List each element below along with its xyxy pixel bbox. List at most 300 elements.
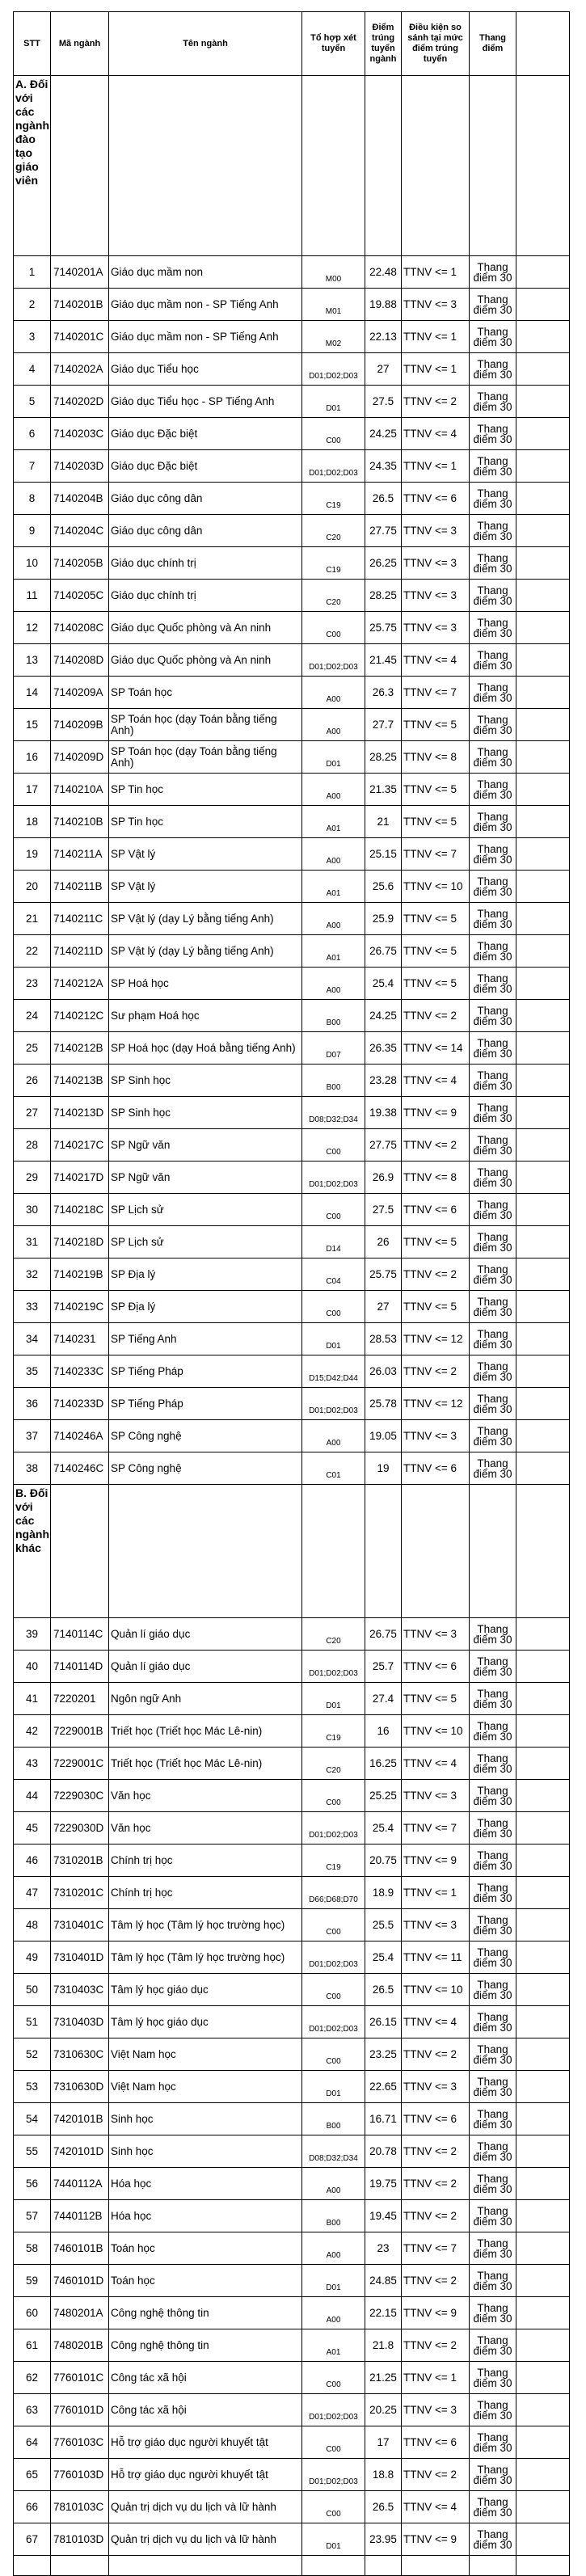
row-stt: 62 xyxy=(14,2362,51,2394)
row-code: 7480201B xyxy=(51,2329,109,2362)
row-scale: Thang điểm 30 xyxy=(470,2329,516,2362)
empty-cell xyxy=(302,2556,365,2576)
row-empty xyxy=(516,2200,570,2232)
table-row xyxy=(14,321,570,353)
table-row xyxy=(14,1845,570,1877)
row-scale: Thang điểm 30 xyxy=(470,1683,516,1715)
table-row xyxy=(14,1974,570,2006)
row-stt: 2 xyxy=(14,289,51,321)
table-row xyxy=(14,871,570,903)
row-combo: B00 xyxy=(302,1065,365,1097)
row-scale: Thang điểm 30 xyxy=(470,2265,516,2297)
row-name: SP Lịch sử xyxy=(109,1226,302,1258)
row-score: 18.9 xyxy=(365,1877,402,1909)
row-condition: TTNV <= 3 xyxy=(402,580,470,612)
row-name: Giáo dục công dân xyxy=(109,515,302,547)
row-stt: 53 xyxy=(14,2071,51,2103)
row-name: Tâm lý học (Tâm lý học trường học) xyxy=(109,1941,302,1974)
row-combo: D01 xyxy=(302,386,365,418)
table-row xyxy=(14,386,570,418)
section-empty-cell xyxy=(365,1485,402,1618)
row-condition: TTNV <= 2 xyxy=(402,1129,470,1162)
row-stt: 61 xyxy=(14,2329,51,2362)
row-scale: Thang điểm 30 xyxy=(470,2103,516,2135)
row-score: 27.5 xyxy=(365,386,402,418)
row-score: 26.75 xyxy=(365,1618,402,1651)
row-combo: B00 xyxy=(302,1000,365,1032)
row-combo: D07 xyxy=(302,1032,365,1065)
row-condition: TTNV <= 3 xyxy=(402,1618,470,1651)
header-combo: Tổ hợp xét tuyển xyxy=(302,12,365,76)
row-condition: TTNV <= 6 xyxy=(402,1651,470,1683)
row-condition: TTNV <= 12 xyxy=(402,1323,470,1355)
row-code: 7140213D xyxy=(51,1097,109,1129)
table-row xyxy=(14,2038,570,2071)
row-stt: 47 xyxy=(14,1877,51,1909)
row-score: 27 xyxy=(365,1291,402,1323)
row-stt: 6 xyxy=(14,418,51,450)
row-code: 7140205B xyxy=(51,547,109,580)
row-empty xyxy=(516,1683,570,1715)
row-stt: 23 xyxy=(14,968,51,1000)
table-row xyxy=(14,1812,570,1845)
row-scale: Thang điểm 30 xyxy=(470,2362,516,2394)
table-row xyxy=(14,2232,570,2265)
row-empty xyxy=(516,1355,570,1388)
row-condition: TTNV <= 4 xyxy=(402,418,470,450)
table-row xyxy=(14,256,570,289)
row-code: 7140211A xyxy=(51,838,109,871)
row-scale: Thang điểm 30 xyxy=(470,1715,516,1748)
row-scale: Thang điểm 30 xyxy=(470,1452,516,1485)
empty-cell xyxy=(516,2556,570,2576)
row-code: 7140211B xyxy=(51,871,109,903)
row-code: 7229030C xyxy=(51,1780,109,1812)
row-code: 7140201A xyxy=(51,256,109,289)
row-name: Giáo dục mầm non - SP Tiếng Anh xyxy=(109,321,302,353)
row-condition: TTNV <= 1 xyxy=(402,1877,470,1909)
row-empty xyxy=(516,1812,570,1845)
table-row xyxy=(14,418,570,450)
row-name: Hỗ trợ giáo dục người khuyết tật xyxy=(109,2426,302,2459)
row-name: Giáo dục Tiểu học - SP Tiếng Anh xyxy=(109,386,302,418)
row-condition: TTNV <= 2 xyxy=(402,2135,470,2168)
row-name: Tâm lý học giáo dục xyxy=(109,2006,302,2038)
row-name: Chính trị học xyxy=(109,1877,302,1909)
row-empty xyxy=(516,2232,570,2265)
row-code: 7310401C xyxy=(51,1909,109,1941)
header-code: Mã ngành xyxy=(51,12,109,76)
row-score: 26.5 xyxy=(365,483,402,515)
row-scale: Thang điểm 30 xyxy=(470,806,516,838)
row-code: 7140204C xyxy=(51,515,109,547)
row-scale: Thang điểm 30 xyxy=(470,774,516,806)
row-score: 26.75 xyxy=(365,935,402,968)
trailing-empty-row xyxy=(14,2556,570,2576)
row-condition: TTNV <= 2 xyxy=(402,2038,470,2071)
row-combo: C00 xyxy=(302,2362,365,2394)
row-score: 19.45 xyxy=(365,2200,402,2232)
row-score: 25.75 xyxy=(365,612,402,644)
row-scale: Thang điểm 30 xyxy=(470,2006,516,2038)
row-empty xyxy=(516,515,570,547)
row-scale: Thang điểm 30 xyxy=(470,1065,516,1097)
row-combo: D01 xyxy=(302,2523,365,2556)
row-empty xyxy=(516,1129,570,1162)
table-row xyxy=(14,2523,570,2556)
row-stt: 12 xyxy=(14,612,51,644)
row-name: Giáo dục mầm non xyxy=(109,256,302,289)
row-condition: TTNV <= 5 xyxy=(402,709,470,741)
table-row xyxy=(14,838,570,871)
row-stt: 39 xyxy=(14,1618,51,1651)
row-name: Công nghệ thông tin xyxy=(109,2297,302,2329)
row-code: 7460101D xyxy=(51,2265,109,2297)
row-condition: TTNV <= 10 xyxy=(402,1974,470,2006)
section-empty-cell xyxy=(109,76,302,256)
row-condition: TTNV <= 5 xyxy=(402,1291,470,1323)
row-empty xyxy=(516,1065,570,1097)
table-row xyxy=(14,353,570,386)
row-score: 21.8 xyxy=(365,2329,402,2362)
row-code: 7229001C xyxy=(51,1748,109,1780)
row-score: 16.71 xyxy=(365,2103,402,2135)
row-code: 7140202D xyxy=(51,386,109,418)
table-row xyxy=(14,1065,570,1097)
row-stt: 64 xyxy=(14,2426,51,2459)
row-combo: C00 xyxy=(302,1909,365,1941)
row-code: 7140233C xyxy=(51,1355,109,1388)
row-condition: TTNV <= 1 xyxy=(402,353,470,386)
row-score: 27 xyxy=(365,353,402,386)
row-code: 7460101B xyxy=(51,2232,109,2265)
row-combo: C20 xyxy=(302,515,365,547)
table-row xyxy=(14,1258,570,1291)
table-row xyxy=(14,2071,570,2103)
row-name: Công nghệ thông tin xyxy=(109,2329,302,2362)
row-stt: 51 xyxy=(14,2006,51,2038)
row-code: 7760101D xyxy=(51,2394,109,2426)
row-scale: Thang điểm 30 xyxy=(470,1162,516,1194)
row-code: 7140212A xyxy=(51,968,109,1000)
row-stt: 50 xyxy=(14,1974,51,2006)
row-name: Giáo dục công dân xyxy=(109,483,302,515)
row-scale: Thang điểm 30 xyxy=(470,741,516,774)
row-code: 7140208C xyxy=(51,612,109,644)
row-code: 7140212C xyxy=(51,1000,109,1032)
row-score: 26.35 xyxy=(365,1032,402,1065)
row-code: 7810103D xyxy=(51,2523,109,2556)
row-name: Tâm lý học (Tâm lý học trường học) xyxy=(109,1909,302,1941)
row-scale: Thang điểm 30 xyxy=(470,547,516,580)
row-combo: M02 xyxy=(302,321,365,353)
row-combo: A00 xyxy=(302,677,365,709)
row-scale: Thang điểm 30 xyxy=(470,2135,516,2168)
row-combo: D01;D02;D03 xyxy=(302,1162,365,1194)
row-empty xyxy=(516,1651,570,1683)
section-label: B. Đối với các ngành khác xyxy=(14,1485,51,1618)
row-combo: C01 xyxy=(302,1452,365,1485)
table-row xyxy=(14,1323,570,1355)
row-combo: A00 xyxy=(302,2232,365,2265)
row-score: 23 xyxy=(365,2232,402,2265)
row-empty xyxy=(516,2135,570,2168)
row-score: 22.13 xyxy=(365,321,402,353)
row-condition: TTNV <= 10 xyxy=(402,1715,470,1748)
row-combo: C19 xyxy=(302,1845,365,1877)
row-code: 7440112A xyxy=(51,2168,109,2200)
row-name: Văn học xyxy=(109,1812,302,1845)
table-row xyxy=(14,774,570,806)
row-combo: D15;D42;D44 xyxy=(302,1355,365,1388)
row-condition: TTNV <= 3 xyxy=(402,547,470,580)
table-row xyxy=(14,968,570,1000)
table-row xyxy=(14,1291,570,1323)
table-row xyxy=(14,1683,570,1715)
row-code: 7140203C xyxy=(51,418,109,450)
row-scale: Thang điểm 30 xyxy=(470,1618,516,1651)
row-condition: TTNV <= 1 xyxy=(402,450,470,483)
empty-cell xyxy=(365,2556,402,2576)
row-empty xyxy=(516,2168,570,2200)
row-score: 25.6 xyxy=(365,871,402,903)
row-combo: C00 xyxy=(302,1974,365,2006)
row-condition: TTNV <= 1 xyxy=(402,256,470,289)
section-row-a xyxy=(14,76,570,256)
row-name: Hóa học xyxy=(109,2168,302,2200)
row-empty xyxy=(516,2362,570,2394)
row-score: 16.25 xyxy=(365,1748,402,1780)
row-scale: Thang điểm 30 xyxy=(470,1748,516,1780)
row-scale: Thang điểm 30 xyxy=(470,1291,516,1323)
row-stt: 36 xyxy=(14,1388,51,1420)
row-condition: TTNV <= 12 xyxy=(402,1388,470,1420)
row-name: SP Công nghệ xyxy=(109,1420,302,1452)
table-row xyxy=(14,2168,570,2200)
row-empty xyxy=(516,1258,570,1291)
row-condition: TTNV <= 7 xyxy=(402,1812,470,1845)
row-code: 7310401D xyxy=(51,1941,109,1974)
row-name: SP Tin học xyxy=(109,774,302,806)
table-row xyxy=(14,1618,570,1651)
row-score: 24.35 xyxy=(365,450,402,483)
row-combo: M01 xyxy=(302,289,365,321)
row-empty xyxy=(516,838,570,871)
row-code: 7140209D xyxy=(51,741,109,774)
row-score: 24.25 xyxy=(365,1000,402,1032)
row-code: 7140219C xyxy=(51,1291,109,1323)
row-combo: C20 xyxy=(302,580,365,612)
row-stt: 18 xyxy=(14,806,51,838)
row-name: Giáo dục Tiểu học xyxy=(109,353,302,386)
row-code: 7140209A xyxy=(51,677,109,709)
table-row xyxy=(14,1941,570,1974)
table-row xyxy=(14,1097,570,1129)
row-stt: 30 xyxy=(14,1194,51,1226)
row-name: Ngôn ngữ Anh xyxy=(109,1683,302,1715)
row-stt: 25 xyxy=(14,1032,51,1065)
row-combo: D01;D02;D03 xyxy=(302,450,365,483)
row-code: 7420101D xyxy=(51,2135,109,2168)
row-empty xyxy=(516,353,570,386)
row-condition: TTNV <= 9 xyxy=(402,2523,470,2556)
table-row xyxy=(14,1226,570,1258)
row-stt: 41 xyxy=(14,1683,51,1715)
row-name: SP Tiếng Pháp xyxy=(109,1355,302,1388)
row-scale: Thang điểm 30 xyxy=(470,2491,516,2523)
row-code: 7140213B xyxy=(51,1065,109,1097)
row-code: 7480201A xyxy=(51,2297,109,2329)
row-score: 25.7 xyxy=(365,1651,402,1683)
row-code: 7220201 xyxy=(51,1683,109,1715)
row-stt: 10 xyxy=(14,547,51,580)
row-name: Toán học xyxy=(109,2265,302,2297)
section-row-b xyxy=(14,1485,570,1618)
row-scale: Thang điểm 30 xyxy=(470,515,516,547)
row-code: 7140217C xyxy=(51,1129,109,1162)
row-score: 22.48 xyxy=(365,256,402,289)
row-scale: Thang điểm 30 xyxy=(470,1812,516,1845)
row-condition: TTNV <= 2 xyxy=(402,2200,470,2232)
row-condition: TTNV <= 14 xyxy=(402,1032,470,1065)
row-name: Hỗ trợ giáo dục người khuyết tật xyxy=(109,2459,302,2491)
row-stt: 8 xyxy=(14,483,51,515)
row-stt: 52 xyxy=(14,2038,51,2071)
header-scale: Thang điểm xyxy=(470,12,516,76)
row-stt: 63 xyxy=(14,2394,51,2426)
row-score: 26 xyxy=(365,1226,402,1258)
row-scale: Thang điểm 30 xyxy=(470,2038,516,2071)
row-code: 7440112B xyxy=(51,2200,109,2232)
row-score: 19.75 xyxy=(365,2168,402,2200)
row-condition: TTNV <= 3 xyxy=(402,515,470,547)
row-name: SP Vật lý (dạy Lý bằng tiếng Anh) xyxy=(109,935,302,968)
row-condition: TTNV <= 4 xyxy=(402,2491,470,2523)
row-stt: 42 xyxy=(14,1715,51,1748)
row-code: 7140211C xyxy=(51,903,109,935)
section-empty-cell xyxy=(302,1485,365,1618)
row-name: SP Ngữ văn xyxy=(109,1162,302,1194)
row-condition: TTNV <= 7 xyxy=(402,677,470,709)
row-score: 26.25 xyxy=(365,547,402,580)
row-score: 21.25 xyxy=(365,2362,402,2394)
row-scale: Thang điểm 30 xyxy=(470,1651,516,1683)
row-score: 26.9 xyxy=(365,1162,402,1194)
row-combo: A01 xyxy=(302,871,365,903)
row-condition: TTNV <= 1 xyxy=(402,321,470,353)
row-stt: 34 xyxy=(14,1323,51,1355)
row-name: Giáo dục mầm non - SP Tiếng Anh xyxy=(109,289,302,321)
table-row xyxy=(14,1877,570,1909)
row-scale: Thang điểm 30 xyxy=(470,256,516,289)
row-empty xyxy=(516,1162,570,1194)
row-stt: 59 xyxy=(14,2265,51,2297)
row-condition: TTNV <= 4 xyxy=(402,1065,470,1097)
table-row xyxy=(14,1715,570,1748)
row-code: 7140246A xyxy=(51,1420,109,1452)
row-empty xyxy=(516,2491,570,2523)
row-scale: Thang điểm 30 xyxy=(470,1355,516,1388)
row-name: SP Sinh học xyxy=(109,1097,302,1129)
row-score: 27.75 xyxy=(365,515,402,547)
row-combo: C00 xyxy=(302,2426,365,2459)
row-score: 21 xyxy=(365,806,402,838)
row-combo: A00 xyxy=(302,774,365,806)
row-name: Chính trị học xyxy=(109,1845,302,1877)
row-empty xyxy=(516,580,570,612)
row-score: 25.4 xyxy=(365,1941,402,1974)
section-empty-cell xyxy=(109,1485,302,1618)
row-score: 20.25 xyxy=(365,2394,402,2426)
row-empty xyxy=(516,289,570,321)
row-code: 7310403D xyxy=(51,2006,109,2038)
row-stt: 4 xyxy=(14,353,51,386)
row-code: 7140211D xyxy=(51,935,109,968)
row-condition: TTNV <= 6 xyxy=(402,1452,470,1485)
row-name: Quản trị dịch vụ du lịch và lữ hành xyxy=(109,2523,302,2556)
row-name: SP Tiếng Anh xyxy=(109,1323,302,1355)
row-name: SP Tin học xyxy=(109,806,302,838)
row-stt: 22 xyxy=(14,935,51,968)
row-stt: 16 xyxy=(14,741,51,774)
row-scale: Thang điểm 30 xyxy=(470,450,516,483)
row-code: 7140219B xyxy=(51,1258,109,1291)
row-combo: A01 xyxy=(302,935,365,968)
row-condition: TTNV <= 2 xyxy=(402,2265,470,2297)
row-condition: TTNV <= 1 xyxy=(402,2362,470,2394)
row-name: Triết học (Triết học Mác Lê-nin) xyxy=(109,1715,302,1748)
row-score: 27.75 xyxy=(365,1129,402,1162)
row-score: 25.75 xyxy=(365,1258,402,1291)
row-empty xyxy=(516,1000,570,1032)
row-combo: C19 xyxy=(302,1715,365,1748)
empty-cell xyxy=(51,2556,109,2576)
row-scale: Thang điểm 30 xyxy=(470,677,516,709)
section-empty-cell xyxy=(402,76,470,256)
row-scale: Thang điểm 30 xyxy=(470,1941,516,1974)
row-score: 25.4 xyxy=(365,968,402,1000)
row-name: Giáo dục Quốc phòng và An ninh xyxy=(109,612,302,644)
row-score: 26.03 xyxy=(365,1355,402,1388)
row-scale: Thang điểm 30 xyxy=(470,1258,516,1291)
row-condition: TTNV <= 8 xyxy=(402,1162,470,1194)
row-empty xyxy=(516,2523,570,2556)
row-name: Giáo dục Đặc biệt xyxy=(109,450,302,483)
row-condition: TTNV <= 4 xyxy=(402,1748,470,1780)
row-score: 22.15 xyxy=(365,2297,402,2329)
empty-cell xyxy=(402,2556,470,2576)
row-name: SP Ngữ văn xyxy=(109,1129,302,1162)
row-condition: TTNV <= 2 xyxy=(402,2329,470,2362)
row-empty xyxy=(516,1974,570,2006)
row-condition: TTNV <= 2 xyxy=(402,386,470,418)
row-scale: Thang điểm 30 xyxy=(470,418,516,450)
row-stt: 28 xyxy=(14,1129,51,1162)
row-combo: A00 xyxy=(302,903,365,935)
row-condition: TTNV <= 6 xyxy=(402,1194,470,1226)
row-stt: 9 xyxy=(14,515,51,547)
row-name: SP Toán học xyxy=(109,677,302,709)
row-name: Hóa học xyxy=(109,2200,302,2232)
row-stt: 43 xyxy=(14,1748,51,1780)
row-scale: Thang điểm 30 xyxy=(470,644,516,677)
row-scale: Thang điểm 30 xyxy=(470,2523,516,2556)
row-code: 7420101B xyxy=(51,2103,109,2135)
row-scale: Thang điểm 30 xyxy=(470,1129,516,1162)
row-combo: D01;D02;D03 xyxy=(302,1651,365,1683)
row-stt: 7 xyxy=(14,450,51,483)
row-condition: TTNV <= 5 xyxy=(402,774,470,806)
